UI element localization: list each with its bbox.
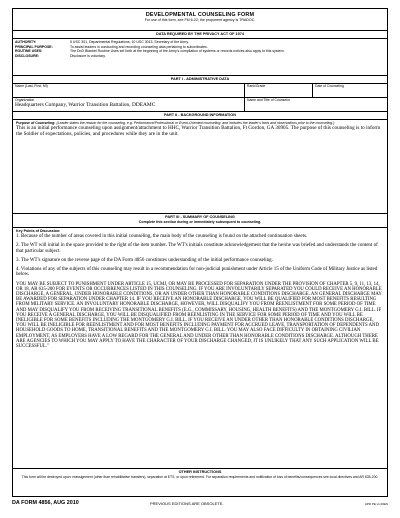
key-point: 3. The WT's signature on the reverse page of the DA Form 4856 constitutes understanding of the initial performance counseling. xyxy=(16,257,273,263)
key-point: 4. Violations of any of the subjects of this counseling may result in a recommendation for non-judicial punishment under Article 15 of the Uniform Code of Military Justice as listed below. xyxy=(16,266,378,278)
key-point: 1. Because of the number of areas covered in this initial counseling, the main body of the counseling is found on the attached continuation sheets. xyxy=(16,234,308,239)
purpose-hint: (Leader states the reason for the counseling, e.g. Performance/Professional or Event-Oriented counseling, and includes the leader's facts and observations prior to the counseling.) xyxy=(56,121,335,125)
admin-row-2 xyxy=(13,98,387,112)
organization-label: Organization xyxy=(15,98,35,102)
counselor-label: Name and Title of Counselor xyxy=(247,98,290,102)
privacy-value: The DoD Blanket Routine Uses set forth at the beginning of the Army's compilation of systems or records notices also apply to this system. xyxy=(70,49,285,54)
privacy-value: Disclosure is voluntary. xyxy=(70,53,106,58)
privacy-act-section xyxy=(13,39,387,76)
date-field[interactable] xyxy=(313,84,387,97)
purpose-label: Purpose of Counseling: xyxy=(16,121,56,125)
privacy-label: DISCLOSURE: xyxy=(15,53,40,58)
punishment-warning: YOU MAY BE SUBJECT TO PUNISHMENT UNDER ARTICLE 15, UCMJ, OR MAY BE PROCESSED FOR SEPARATION UNDER THE PROVISION OF CHAPTER 5, 9, 11, 13, 14, OR 18, AR 635-200 FOR EVENTS OR OCCURRENCES LISTED IN THIS COUNSELING. IF YOU ARE INVOLUNTARILY SEPARATED YOU COULD RECEIVE AN HONORABLE DISCHARGE, A GENERAL, UNDER HONORABLE CONDITIONS, OR AN UNDER OTHER THAN HONORABLE CONDITIONS DISCHARGE. AN GENERAL DISCHARGE MAY BE AWARDED FOR SEPARATION UNDER CHAPTER 14. IF YOU RECEIVE AN HONORABLE DISCHARGE, YOU WILL BE QUALIFIED FOR MOST BENEFITS RESULTING FROM MILITARY SERVICE. AN INVOLUNTARY HONORABLE DISCHARGE, HOWEVER, WILL DISQUALIFY YOU FROM REENLISTMENT FOR SOME PERIOD OF TIME AND MAY DISQUALIFY YOU FROM RECEIVING TRANSITIONAL BENEFITS (E.G., COMMISSARY, HOUSING, HEALTH BENEFITS) AND THE MONTGOMERY G.I. BILL. IF YOU RECEIVE A GENERAL DISCHARGE, YOU WILL BE DISQUALIFIED FROM REENLISTING IN THE SERVICE FOR SOME PERIOD OF TIME AND YOU WILL BE INELIGIBLE FOR SOME BENEFITS INCLUDING THE MONTGOMERY G.I. BILL. IF YOU RECEIVE AN UNDER OTHER THAN HONORABLE CONDITIONS DISCHARGE, YOU WILL BE INELIGIBLE FOR REENLISTMENT AND FOR MOST BENEFITS INCLUDING PAYMENT FOR ACCRUED LEAVE, TRANSPORTATION OF DEPENDENTS AND HOUSEHOLD GOODS TO HOME, TRANSITIONAL BENEFITS AND THE MONTGOMERY G.I. BILL. YOU MAY ALSO FACE DIFFICULTY IN OBTAINING CIVILIAN EMPLOYMENT, AS EMPLOYERS HAVE A LOW REGARD FOR THE GENERAL AND UNDER OTHER THAN HONORABLE CONDITIONS DISCHARGE. ALTHOUGH THERE ARE AGENCIES TO WHICH YOU MAY APPLY TO HAVE THE CHARACTER OF YOUR DISCHARGE CHANGED, IT IS UNLIKELY THAT ANY SUCH APPLICATION WILL BE SUCCESSFUL." xyxy=(16,281,382,349)
date-label: Date of Counseling xyxy=(315,84,344,88)
privacy-label: ROUTINE USES: xyxy=(15,49,43,54)
privacy-act-header: DATA REQUIRED BY THE PRIVACY ACT OF 1974 xyxy=(13,31,387,39)
other-instructions-text: This form will be destroyed upon: reassignment (other than rehabilitative transfers), separation at ETS, or upon retirement. For separation requirements and notification of loss of benefits/consequences see local directives and AR 635-200. xyxy=(21,475,379,479)
other-instructions xyxy=(13,469,387,490)
counseling-form xyxy=(12,8,388,497)
form-header xyxy=(13,9,387,31)
purpose-field[interactable] xyxy=(13,120,387,214)
form-number: DA FORM 4856, AUG 2010 xyxy=(12,500,79,506)
rank-label: Rank/Grade xyxy=(247,84,266,88)
privacy-value: 5 USC 301, Departmental Regulations; 10 USC 3013, Secretary of the Army. xyxy=(70,40,189,44)
part2-header: PART II - BACKGROUND INFORMATION xyxy=(13,112,387,120)
organization-value: Headquarters Company, Warrior Transition Battalion, DDEAMC xyxy=(15,102,156,108)
privacy-value: To assist leaders in conducting and recording counseling data pertaining to subordinates. xyxy=(70,44,208,49)
part3-title: PART III - SUMMARY OF COUNSELING xyxy=(165,215,235,219)
part1-header: PART I - ADMINISTRATIVE DATA xyxy=(13,76,387,84)
key-points-label: Key Points of Discussion: xyxy=(16,229,61,233)
privacy-label: PRINCIPAL PURPOSE: xyxy=(15,44,53,49)
key-point: 2. The WT will initial in the space provided to the right of the item number. The WT's initials constitute acknowledgement that the he/she was briefed and understands the content of that particular subject. xyxy=(16,243,378,254)
part3-header xyxy=(13,214,387,228)
other-instructions-title: OTHER INSTRUCTIONS xyxy=(178,470,222,474)
obsolete-notice: PREVIOUS EDITIONS ARE OBSOLETE. xyxy=(150,501,224,506)
form-footer xyxy=(12,500,388,510)
privacy-row-disclosure xyxy=(15,54,385,59)
privacy-label: AUTHORITY: xyxy=(15,40,37,44)
purpose-text: This is an initial performance counseling upon assignment/attachment to HHC, Warrior Transition Battalion, Ft Gordon, GA 30905. The purpose of this counseling is to inform the Soldier of expectations, policies, and procedures while they are in the unit. xyxy=(16,125,381,138)
key-points-field[interactable] xyxy=(13,228,387,469)
name-field[interactable] xyxy=(13,84,245,97)
counselor-field[interactable] xyxy=(245,98,387,111)
rank-field[interactable] xyxy=(245,84,313,97)
name-label: Name (Last, First, MI) xyxy=(15,84,48,88)
admin-row-1 xyxy=(13,84,387,98)
organization-field[interactable] xyxy=(13,98,245,111)
version-code: APD PE v1.00ES xyxy=(364,501,388,506)
form-title: DEVELOPMENTAL COUNSELING FORM xyxy=(145,12,255,18)
part3-subtitle: Complete this section during or immediately subsequent to counseling. xyxy=(138,220,262,224)
form-subtitle: For use of this form, see FM 6-22; the proponent agency is TRADOC. xyxy=(144,18,256,22)
